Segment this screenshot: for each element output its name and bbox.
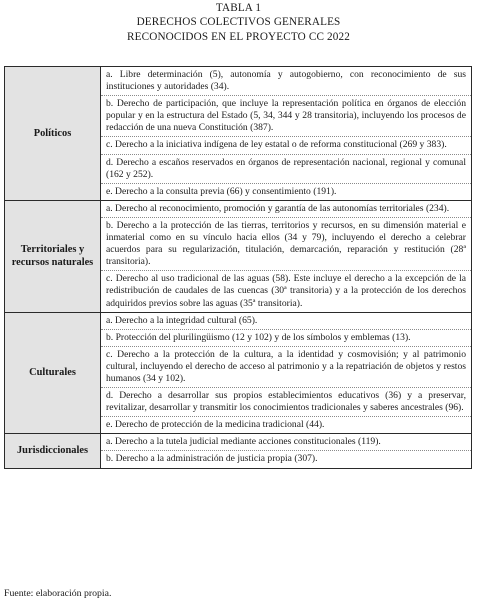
items-cell	[101, 67, 472, 201]
list-item: a. Derecho a la tutela judicial mediante acciones constitucionales (119).	[106, 436, 381, 448]
list-item: d. Derecho a escaños reservados en órganos de representación nacional, regional y comunal (162 y 252).	[101, 154, 471, 183]
list-item: a. Derecho a la integridad cultural (65).	[106, 314, 258, 326]
rights-table	[4, 66, 472, 469]
category-cell	[5, 67, 101, 201]
table-title-line-2: RECONOCIDOS EN EL PROYECTO CC 2022	[127, 30, 350, 43]
table-row-jurisdiccionales	[5, 434, 472, 468]
category-cell	[5, 200, 101, 312]
category-cell	[5, 312, 101, 434]
list-item: c. Derecho a la iniciativa indígena de ley estatal o de reforma constitucional (269 y 383).	[101, 136, 471, 153]
list-item: b. Protección del plurilingüismo (12 y 102) y de los símbolos y emblemas (13).	[101, 329, 471, 346]
list-item: b. Derecho a la protección de las tierras, territorios y recursos, en su dimensión material e inmaterial como en su vínculo hacia ellos (34 y 79), incluyendo el derecho a celebrar acuerdos para su regularización, titulación, demarcación, reparación y restitución (28ª transitoria).	[101, 217, 471, 270]
table-row-culturales	[5, 312, 472, 434]
table-label: TABLA 1	[215, 2, 262, 14]
source-note: Fuente: elaboración propia.	[4, 588, 112, 599]
items-cell	[101, 312, 472, 434]
table-row-territoriales	[5, 200, 472, 312]
list-item: b. Derecho a la administración de justicia propia (307).	[101, 450, 471, 467]
list-item: c. Derecho a la protección de la cultura, a la identidad y cosmovisión; y al patrimonio cultural, incluyendo el derecho de acceso al patrimonio y a la repatriación de objetos y restos humanos (34 y 102).	[101, 346, 471, 387]
category-label: Territoriales y recursos naturales	[11, 244, 94, 269]
list-item: c. Derecho al uso tradicional de las aguas (58). Este incluye el derecho a la excepción de la redistribución de caudales de las cuencas (30ª transitoria) y a la protección de los derechos adquiridos previos sobre las aguas (35ª transitoria).	[101, 270, 471, 311]
items-cell	[101, 200, 472, 312]
items-cell	[101, 434, 472, 468]
list-item: e. Derecho a la consulta previa (66) y consentimiento (191).	[101, 183, 471, 200]
category-label: Culturales	[29, 367, 76, 379]
table-title-line-1: DERECHOS COLECTIVOS GENERALES	[136, 16, 341, 29]
list-item: a. Derecho al reconocimiento, promoción y garantía de las autonomías territoriales (234).	[106, 202, 450, 214]
list-item: d. Derecho a desarrollar sus propios establecimientos educativos (36) y a preservar, revitalizar, desarrollar y transmitir los conocimientos tradicionales y saberes ancestrales (96).	[101, 387, 471, 416]
category-label: Políticos	[33, 127, 72, 139]
category-label: Jurisdiccionales	[16, 445, 88, 457]
table-row-politicos	[5, 67, 472, 201]
list-item: e. Derecho de protección de la medicina tradicional (44).	[101, 416, 471, 433]
table-caption	[0, 1, 477, 44]
category-cell	[5, 434, 101, 468]
list-item: a. Libre determinación (5), autonomía y autogobierno, con reconocimiento de sus instituciones y autoridades (34).	[106, 69, 466, 93]
list-item: b. Derecho de participación, que incluye la representación política en órganos de elección popular y en la estructura del Estado (5, 34, 344 y 28 transitoria), incluyendo los procesos de redacción de una nueva Constitución (387).	[101, 95, 471, 136]
